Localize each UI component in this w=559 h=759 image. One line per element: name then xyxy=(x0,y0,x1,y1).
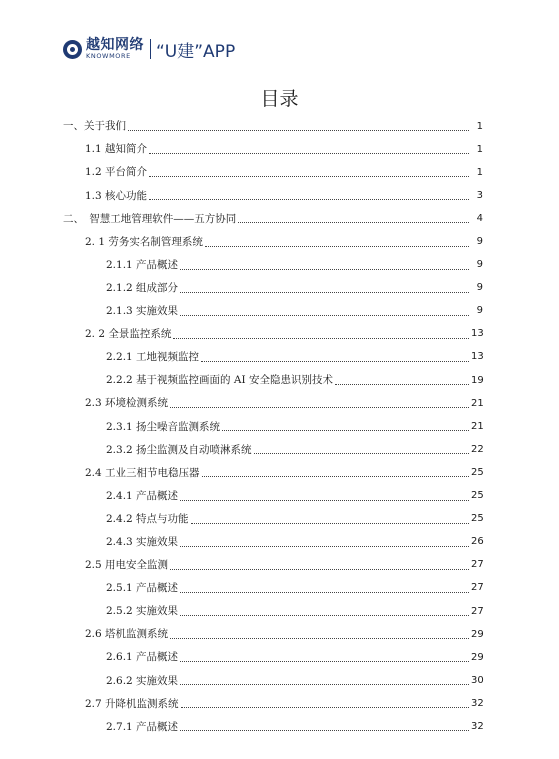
toc-entry-label: 2.1.2 组成部分 xyxy=(106,281,179,294)
toc-entry-page-number: 32 xyxy=(471,720,484,732)
toc-entry[interactable] xyxy=(63,115,483,138)
toc-entry-page-number: 13 xyxy=(471,328,484,340)
toc-entry-page-number: 29 xyxy=(471,628,484,640)
toc-entry-page-number: 1 xyxy=(476,143,483,155)
toc-entry-label: 2.3.1 扬尘噪音监测系统 xyxy=(106,420,221,433)
document-header xyxy=(63,37,235,61)
knowmore-logo-icon xyxy=(63,40,82,59)
toc-entry[interactable] xyxy=(63,415,483,438)
toc-dot-leader xyxy=(180,292,469,293)
toc-entry[interactable] xyxy=(63,715,483,738)
toc-dot-leader xyxy=(170,638,469,639)
toc-entry-page-number: 22 xyxy=(471,443,484,455)
toc-entry[interactable] xyxy=(63,554,483,577)
toc-dot-leader xyxy=(180,592,469,593)
toc-entry-page-number: 9 xyxy=(476,259,483,271)
toc-entry-label: 2.6 塔机监测系统 xyxy=(85,628,169,641)
toc-dot-leader xyxy=(181,707,469,708)
toc-entry-page-number: 30 xyxy=(471,674,484,686)
brand-name-cn: 越知网络 xyxy=(86,37,144,54)
page-title: 目录 xyxy=(260,88,299,110)
toc-entry[interactable] xyxy=(63,623,483,646)
toc-dot-leader xyxy=(254,453,469,454)
toc-entry[interactable] xyxy=(63,669,483,692)
toc-entry-label: 2.2.1 工地视频监控 xyxy=(106,351,200,364)
toc-dot-leader xyxy=(180,546,469,547)
toc-dot-leader xyxy=(180,730,469,731)
toc-entry-label: 2.5 用电安全监测 xyxy=(85,559,169,572)
toc-entry[interactable] xyxy=(63,277,483,300)
toc-entry-label: 2. 1 劳务实名制管理系统 xyxy=(85,235,203,248)
header-divider xyxy=(150,39,151,59)
toc-dot-leader xyxy=(173,338,469,339)
toc-entry-label: 1.2 平台简介 xyxy=(85,166,148,179)
toc-dot-leader xyxy=(180,684,469,685)
toc-dot-leader xyxy=(180,269,469,270)
toc-entry-page-number: 32 xyxy=(471,697,484,709)
toc-entry-page-number: 1 xyxy=(476,166,483,178)
toc-dot-leader xyxy=(201,361,469,362)
toc-dot-leader xyxy=(205,246,469,247)
toc-entry-page-number: 21 xyxy=(471,397,484,409)
toc-entry-label: 2.7 升降机监测系统 xyxy=(85,697,179,710)
toc-entry[interactable] xyxy=(63,392,483,415)
toc-dot-leader xyxy=(180,500,469,501)
toc-entry[interactable] xyxy=(63,300,483,323)
toc-entry[interactable] xyxy=(63,646,483,669)
toc-entry[interactable] xyxy=(63,485,483,508)
toc-entry-label: 2.4.2 特点与功能 xyxy=(106,512,189,525)
toc-entry-label: 2.5.2 实施效果 xyxy=(106,605,179,618)
toc-entry-label: 1.3 核心功能 xyxy=(85,189,148,202)
toc-entry-page-number: 19 xyxy=(471,374,484,386)
toc-entry-label: 2.2.2 基于视频监控画面的 AI 安全隐患识别技术 xyxy=(106,374,333,387)
toc-entry-label: 2.4.1 产品概述 xyxy=(106,489,179,502)
toc-entry-page-number: 21 xyxy=(471,420,484,432)
toc-dot-leader xyxy=(149,176,469,177)
table-of-contents xyxy=(63,115,483,739)
toc-entry-label: 2.3 环境检测系统 xyxy=(85,397,169,410)
toc-entry-label: 2.6.1 产品概述 xyxy=(106,651,179,664)
toc-dot-leader xyxy=(191,523,469,524)
toc-entry[interactable] xyxy=(63,346,483,369)
toc-dot-leader xyxy=(170,407,469,408)
toc-dot-leader xyxy=(149,199,469,200)
toc-entry[interactable] xyxy=(63,230,483,253)
toc-entry-page-number: 27 xyxy=(471,559,484,571)
toc-entry-page-number: 26 xyxy=(471,536,484,548)
toc-entry[interactable] xyxy=(63,531,483,554)
toc-entry-page-number: 27 xyxy=(471,582,484,594)
toc-entry-label: 2.3.2 扬尘监测及自动喷淋系统 xyxy=(106,443,252,456)
toc-dot-leader xyxy=(222,430,469,431)
toc-entry-page-number: 25 xyxy=(471,513,484,525)
toc-entry-page-number: 4 xyxy=(476,212,483,224)
toc-entry-label: 2.1.3 实施效果 xyxy=(106,305,179,318)
toc-dot-leader xyxy=(180,661,469,662)
toc-entry[interactable] xyxy=(63,461,483,484)
toc-dot-leader xyxy=(180,315,469,316)
toc-entry-page-number: 25 xyxy=(471,490,484,502)
toc-dot-leader xyxy=(202,476,469,477)
toc-entry-label: 2.5.1 产品概述 xyxy=(106,582,179,595)
toc-entry[interactable] xyxy=(63,692,483,715)
toc-dot-leader xyxy=(170,569,469,570)
toc-entry-label: 2.6.2 实施效果 xyxy=(106,674,179,687)
toc-entry[interactable] xyxy=(63,207,483,230)
toc-entry[interactable] xyxy=(63,254,483,277)
toc-entry-page-number: 9 xyxy=(476,282,483,294)
toc-entry[interactable] xyxy=(63,184,483,207)
toc-entry-label: 2.4.3 实施效果 xyxy=(106,535,179,548)
toc-dot-leader xyxy=(335,384,469,385)
toc-entry[interactable] xyxy=(63,369,483,392)
toc-entry-page-number: 9 xyxy=(476,305,483,317)
toc-entry-label: 2.1.1 产品概述 xyxy=(106,258,179,271)
toc-entry[interactable] xyxy=(63,138,483,161)
toc-entry[interactable] xyxy=(63,600,483,623)
toc-entry[interactable] xyxy=(63,508,483,531)
toc-entry-label: 一、关于我们 xyxy=(63,120,126,133)
toc-entry-label: 2.7.1 产品概述 xyxy=(106,720,179,733)
toc-entry[interactable] xyxy=(63,577,483,600)
toc-entry[interactable] xyxy=(63,161,483,184)
brand-logo xyxy=(86,38,144,60)
toc-entry-page-number: 29 xyxy=(471,651,484,663)
toc-entry-page-number: 1 xyxy=(476,120,483,132)
app-name: “U建”APP xyxy=(156,41,236,62)
toc-entry-page-number: 3 xyxy=(476,189,483,201)
toc-entry-label: 2.4 工业三相节电稳压器 xyxy=(85,466,200,479)
toc-entry-label: 二、 智慧工地管理软件——五方协同 xyxy=(63,212,237,225)
toc-dot-leader xyxy=(238,222,469,223)
toc-entry[interactable] xyxy=(63,323,483,346)
toc-entry-page-number: 27 xyxy=(471,605,484,617)
toc-dot-leader xyxy=(149,153,469,154)
toc-dot-leader xyxy=(180,615,469,616)
toc-entry[interactable] xyxy=(63,438,483,461)
brand-name-en: KNOWMORE xyxy=(86,52,131,61)
toc-entry-page-number: 25 xyxy=(471,466,484,478)
toc-entry-page-number: 9 xyxy=(476,236,483,248)
toc-entry-label: 1.1 越知简介 xyxy=(85,143,148,156)
toc-entry-label: 2. 2 全景监控系统 xyxy=(85,328,172,341)
toc-dot-leader xyxy=(128,130,469,131)
toc-entry-page-number: 13 xyxy=(471,351,484,363)
